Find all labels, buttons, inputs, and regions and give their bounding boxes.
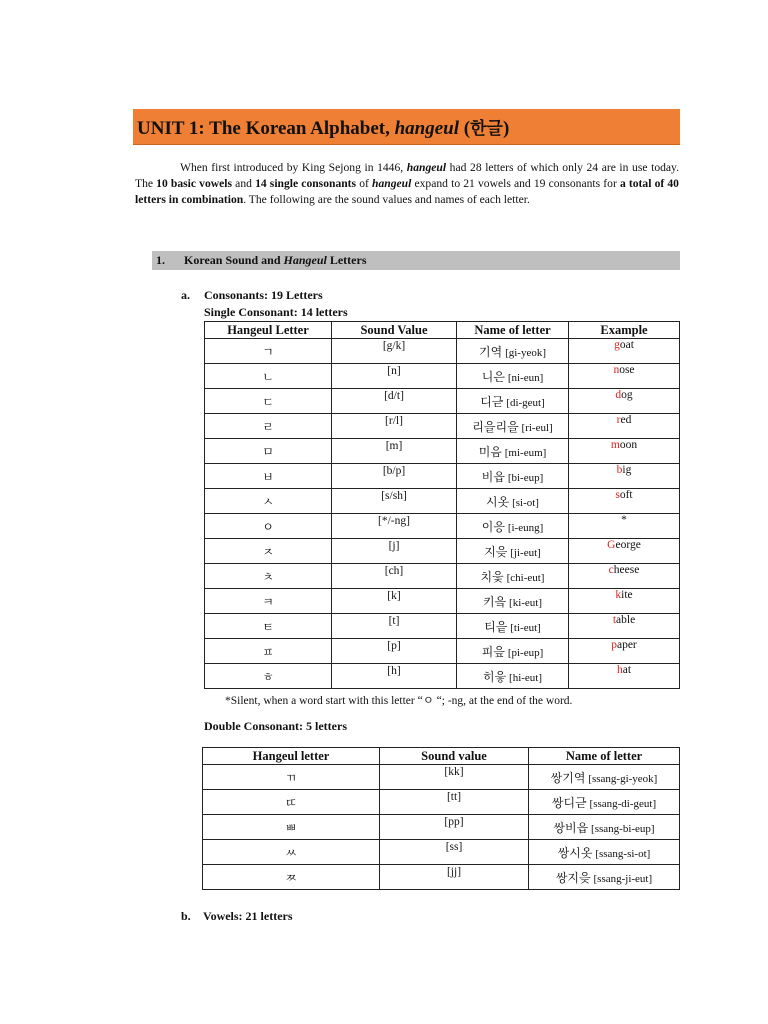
column-header: Sound Value: [332, 322, 457, 339]
example-word: [569, 464, 680, 489]
example-rest: ig: [622, 464, 632, 476]
table-row: [205, 339, 680, 364]
sound-value: [p]: [332, 639, 457, 664]
letter-name-korean: 리을리을: [472, 419, 519, 434]
letter-name: [529, 840, 680, 865]
example-word: [569, 639, 680, 664]
example-word: [569, 389, 680, 414]
sound-value: [r/l]: [332, 414, 457, 439]
double-consonant-table: [202, 747, 680, 890]
example-word: [569, 514, 680, 539]
letter-name-romanized: [ssang-di-geut]: [589, 797, 657, 810]
letter-name: [457, 564, 569, 589]
letter-name: [457, 389, 569, 414]
table-row: [205, 664, 680, 689]
unit-title-bar: [133, 109, 680, 145]
example-highlight: n: [613, 364, 620, 376]
letter-name: [457, 439, 569, 464]
letter-name-korean: 지읒: [484, 544, 508, 559]
example-rest: *: [621, 514, 627, 526]
hangeul-letter: ㄷ: [205, 389, 332, 414]
column-header: Hangeul letter: [203, 748, 380, 765]
letter-name-romanized: [ti-eut]: [510, 621, 541, 634]
table-row: [205, 464, 680, 489]
letter-name-korean: 시옷: [486, 494, 510, 509]
letter-name: [457, 364, 569, 389]
example-highlight: g: [614, 339, 620, 351]
sound-value: [j]: [332, 539, 457, 564]
letter-name: [457, 589, 569, 614]
letter-name-romanized: [ki-eut]: [509, 596, 543, 609]
letter-name-romanized: [di-geut]: [506, 396, 545, 409]
sound-value: [m]: [332, 439, 457, 464]
sound-value: [tt]: [380, 790, 529, 815]
sound-value: [n]: [332, 364, 457, 389]
table-row: [203, 815, 680, 840]
example-word: [569, 539, 680, 564]
consonants-heading: Consonants: 19 Letters: [204, 288, 323, 302]
table-row: [205, 539, 680, 564]
letter-name-romanized: [ssang-ji-eut]: [593, 872, 653, 885]
hangeul-letter: ㅆ: [203, 840, 380, 865]
letter-name-romanized: [si-ot]: [512, 496, 539, 509]
table-row: [205, 389, 680, 414]
letter-name-romanized: [chi-eut]: [506, 571, 545, 584]
example-rest: ed: [620, 414, 632, 426]
letter-name-korean: 미음: [478, 444, 502, 459]
table-header-row: [205, 322, 680, 339]
example-word: [569, 489, 680, 514]
example-rest: ite: [621, 589, 633, 601]
example-word: [569, 439, 680, 464]
example-highlight: s: [615, 489, 620, 501]
letter-name-romanized: [i-eung]: [507, 521, 544, 534]
letter-name: [457, 639, 569, 664]
letter-name: [457, 414, 569, 439]
letter-name-romanized: [hi-eut]: [509, 671, 543, 684]
letter-name-korean: 니은: [481, 369, 505, 384]
example-word: [569, 664, 680, 689]
example-rest: oat: [619, 339, 634, 351]
letter-name-romanized: [ri-eul]: [521, 421, 553, 434]
letter-name-korean: 히읗: [482, 669, 507, 684]
consonants-marker: a.: [181, 288, 190, 302]
sound-value: [*/-ng]: [332, 514, 457, 539]
hangeul-letter: ㅇ: [205, 514, 332, 539]
example-rest: aper: [616, 639, 637, 651]
sound-value: [k]: [332, 589, 457, 614]
example-highlight: b: [616, 464, 623, 476]
example-rest: oon: [619, 439, 638, 451]
hangeul-letter: ㅂ: [205, 464, 332, 489]
letter-name: [457, 614, 569, 639]
vowels-marker: b.: [181, 909, 191, 923]
section-title: Korean Sound and Hangeul Letters: [184, 253, 367, 267]
hangeul-letter: ㄸ: [203, 790, 380, 815]
sound-value: [b/p]: [332, 464, 457, 489]
table-row: [205, 614, 680, 639]
hangeul-letter: ㅁ: [205, 439, 332, 464]
hangeul-letter: ㄱ: [205, 339, 332, 364]
letter-name-romanized: [bi-eup]: [507, 471, 544, 484]
letter-name-korean: 쌍지읒: [555, 870, 591, 885]
letter-name: [457, 539, 569, 564]
letter-name-korean: 피읖: [481, 644, 505, 659]
letter-name-korean: 쌍비읍: [553, 820, 589, 835]
hangeul-letter: ㅈ: [205, 539, 332, 564]
column-header: Name of letter: [529, 748, 680, 765]
example-rest: eorge: [615, 539, 641, 551]
sound-value: [s/sh]: [332, 489, 457, 514]
silent-footnote: *Silent, when a word start with this letter “ㅇ “; -ng, at the end of the word.: [225, 695, 573, 707]
table-row: [205, 414, 680, 439]
column-header: Example: [569, 322, 680, 339]
sound-value: [pp]: [380, 815, 529, 840]
letter-name-romanized: [mi-eum]: [504, 446, 547, 459]
hangeul-letter: ㅉ: [203, 865, 380, 890]
table-row: [205, 439, 680, 464]
letter-name: [457, 664, 569, 689]
example-rest: able: [616, 614, 636, 626]
letter-name-korean: 이응: [481, 519, 505, 534]
table-row: [205, 589, 680, 614]
letter-name: [457, 464, 569, 489]
letter-name-korean: 티읕: [484, 619, 508, 634]
hangeul-letter: ㅃ: [203, 815, 380, 840]
single-consonant-table: [204, 321, 680, 689]
example-highlight: c: [608, 564, 614, 576]
example-highlight: k: [615, 589, 622, 601]
letter-name: [457, 514, 569, 539]
hangeul-letter: ㅌ: [205, 614, 332, 639]
letter-name-korean: 디귿: [480, 394, 504, 409]
example-word: [569, 589, 680, 614]
letter-name-romanized: [ssang-bi-eup]: [591, 822, 655, 835]
example-highlight: G: [607, 539, 616, 551]
section-number: 1.: [156, 253, 165, 267]
example-word: [569, 564, 680, 589]
sound-value: [kk]: [380, 765, 529, 790]
column-header: Hangeul Letter: [205, 322, 332, 339]
letter-name-romanized: [ji-eut]: [510, 546, 541, 559]
section-header: [152, 251, 680, 270]
example-rest: og: [621, 389, 633, 401]
table-row: [203, 790, 680, 815]
table-row: [205, 639, 680, 664]
example-highlight: t: [612, 614, 617, 626]
letter-name-korean: 쌍디귿: [551, 795, 587, 810]
sound-value: [ss]: [380, 840, 529, 865]
table-row: [205, 514, 680, 539]
table-row: [203, 865, 680, 890]
example-highlight: p: [611, 639, 617, 651]
letter-name-romanized: [ssang-gi-yeok]: [588, 772, 658, 785]
letter-name-romanized: [pi-eup]: [507, 646, 544, 659]
hangeul-letter: ㄹ: [205, 414, 332, 439]
hangeul-letter: ㄲ: [203, 765, 380, 790]
column-header: Name of letter: [457, 322, 569, 339]
letter-name-korean: 쌍기역: [550, 770, 586, 785]
hangeul-letter: ㅍ: [205, 639, 332, 664]
letter-name-romanized: [ssang-si-ot]: [595, 847, 651, 860]
table-row: [203, 765, 680, 790]
letter-name-korean: 치읓: [480, 569, 504, 584]
example-rest: at: [622, 664, 632, 676]
sound-value: [g/k]: [332, 339, 457, 364]
intro-paragraph: When first introduced by King Sejong in 1446, hangeul had 28 letters of which only 24 are in use today. The 10 basic vowels and 14 single consonants of hangeul expand to 21 vowels and 19 consonants for a total of 40 letters in combination. The following are the sound values and names of each letter.: [135, 161, 679, 206]
letter-name: [529, 790, 680, 815]
example-highlight: h: [616, 664, 623, 676]
table-row: [205, 489, 680, 514]
hangeul-letter: ㅊ: [205, 564, 332, 589]
letter-name-korean: 기역: [479, 344, 503, 359]
letter-name-romanized: [gi-yeok]: [505, 346, 546, 359]
letter-name: [529, 815, 680, 840]
table-header-row: [203, 748, 680, 765]
double-consonant-heading: Double Consonant: 5 letters: [204, 719, 347, 733]
column-header: Sound value: [380, 748, 529, 765]
example-rest: ose: [619, 364, 635, 376]
sound-value: [jj]: [380, 865, 529, 890]
table-row: [205, 364, 680, 389]
letter-name-korean: 쌍시옷: [557, 845, 593, 860]
example-rest: oft: [619, 489, 633, 501]
sound-value: [ch]: [332, 564, 457, 589]
letter-name-romanized: [ni-eun]: [507, 371, 544, 384]
hangeul-letter: ㅋ: [205, 589, 332, 614]
hangeul-letter: ㄴ: [205, 364, 332, 389]
example-rest: heese: [613, 564, 640, 576]
letter-name-korean: 비읍: [481, 469, 505, 484]
sound-value: [h]: [332, 664, 457, 689]
letter-name: [457, 489, 569, 514]
sound-value: [d/t]: [332, 389, 457, 414]
letter-name: [457, 339, 569, 364]
letter-name: [529, 765, 680, 790]
example-highlight: d: [615, 389, 622, 401]
hangeul-letter: ㅎ: [205, 664, 332, 689]
unit-title: UNIT 1: The Korean Alphabet, hangeul (한글): [137, 117, 510, 139]
table-row: [205, 564, 680, 589]
example-highlight: m: [610, 439, 620, 451]
example-word: [569, 414, 680, 439]
example-word: [569, 364, 680, 389]
letter-name-korean: 키읔: [482, 594, 507, 609]
table-row: [203, 840, 680, 865]
vowels-heading: Vowels: 21 letters: [203, 909, 293, 923]
single-consonant-heading: Single Consonant: 14 letters: [204, 305, 348, 319]
example-word: [569, 614, 680, 639]
hangeul-letter: ㅅ: [205, 489, 332, 514]
sound-value: [t]: [332, 614, 457, 639]
example-highlight: r: [616, 414, 621, 426]
letter-name: [529, 865, 680, 890]
example-word: [569, 339, 680, 364]
